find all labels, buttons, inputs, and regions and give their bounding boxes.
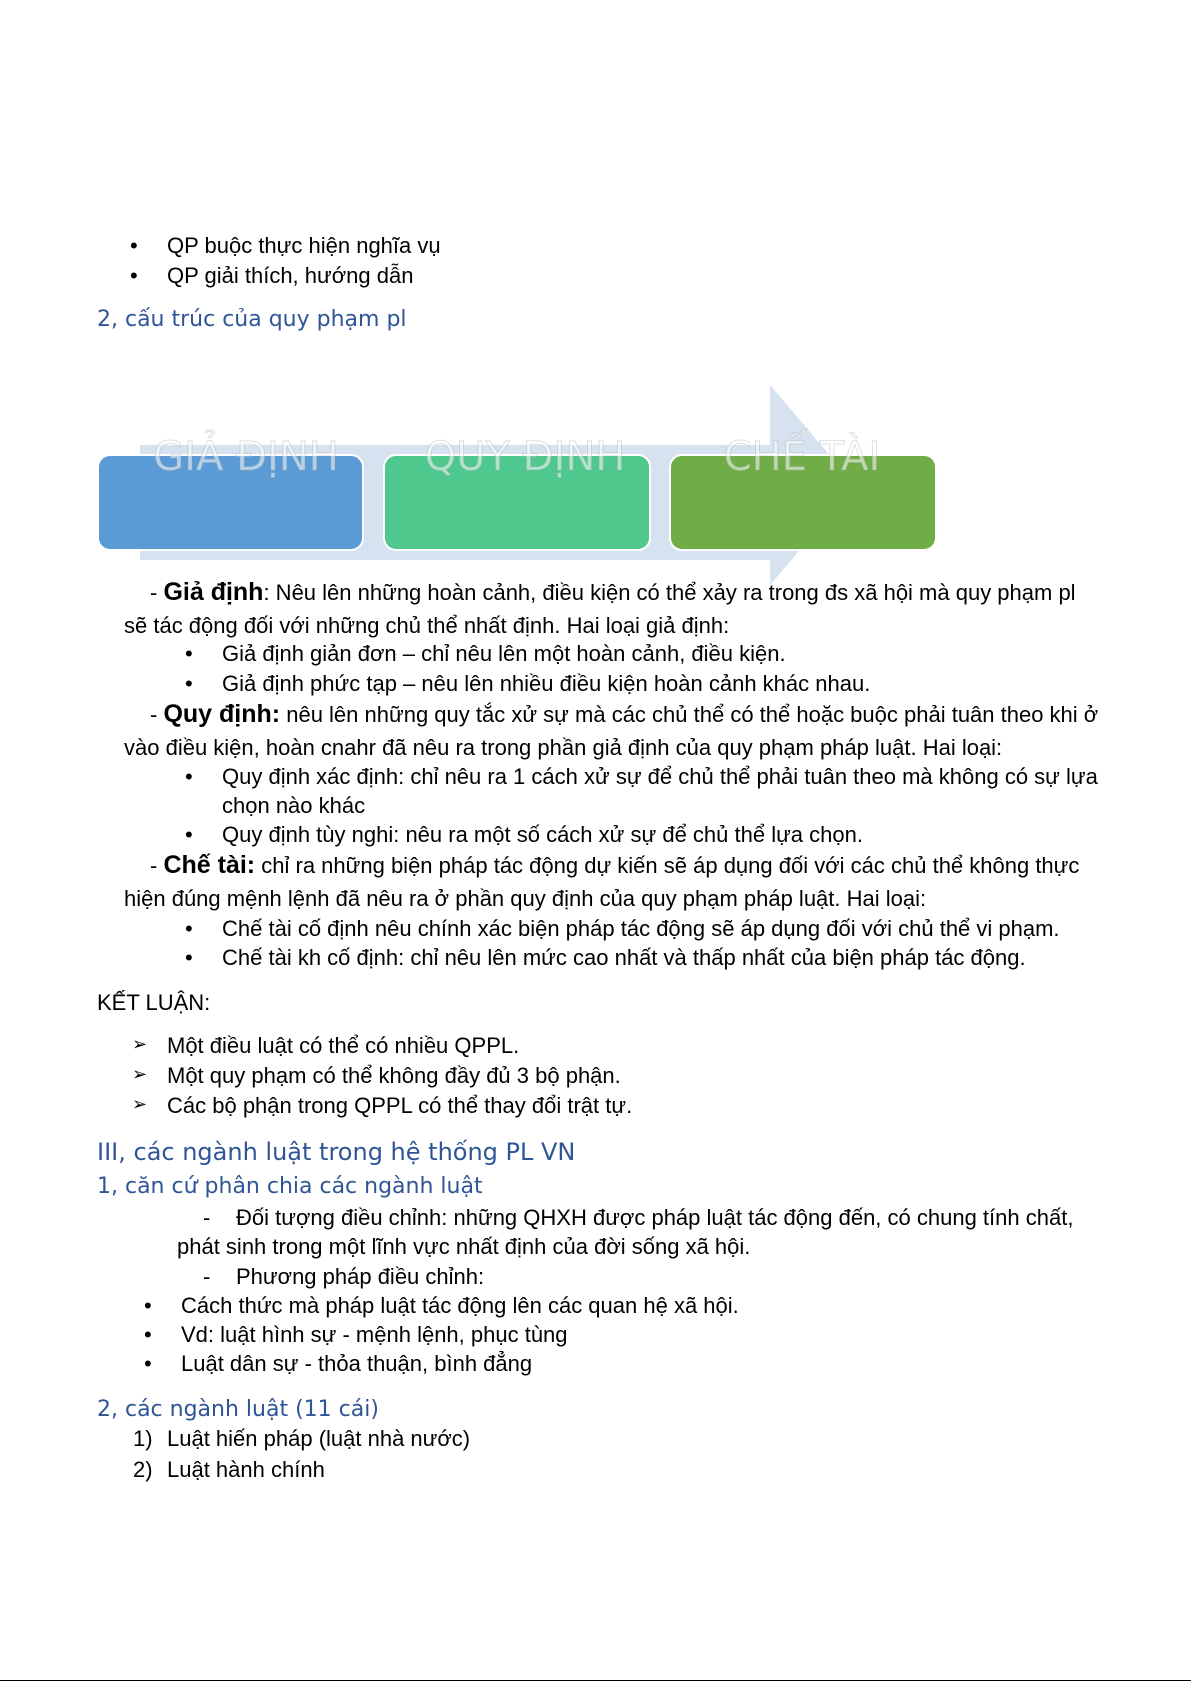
list-item: Chế tài kh cố định: chỉ nêu lên mức cao nhất và thấp nhất của biện pháp tác động.	[222, 945, 1026, 970]
structure-diagram	[0, 0, 1191, 600]
list-item: Cách thức mà pháp luật tác động lên các quan hệ xã hội.	[181, 1293, 739, 1318]
list-item: QP giải thích, hướng dẫn	[167, 263, 414, 288]
bullet-dot-icon: •	[185, 916, 193, 941]
bullet-dot-icon: •	[130, 233, 138, 258]
list-item: Vd: luật hình sự - mệnh lệnh, phục tùng	[181, 1322, 568, 1347]
list-number: 1)	[133, 1426, 153, 1451]
section-heading-iii: III, các ngành luật trong hệ thống PL VN	[97, 1138, 576, 1166]
subsection-heading-1: 1, căn cứ phân chia các ngành luật	[97, 1174, 483, 1199]
list-item: Phương pháp điều chỉnh:	[236, 1264, 485, 1289]
arrow-bullet-icon: ➢	[132, 1094, 148, 1114]
list-item: Giả định phức tạp – nêu lên nhiều điều kiện hoàn cảnh khác nhau.	[222, 671, 871, 696]
list-item: Các bộ phận trong QPPL có thể thay đổi trật tự.	[167, 1093, 633, 1118]
quy-dinh-text-cont: vào điều kiện, hoàn cnahr đã nêu ra trong phần giả định của quy phạm pháp luật. Hai loại:	[124, 735, 1003, 760]
list-item: Giả định giản đơn – chỉ nêu lên một hoàn cảnh, điều kiện.	[222, 641, 786, 666]
quy-dinh-paragraph	[150, 700, 1098, 729]
bullet-dot-icon: •	[144, 1293, 152, 1318]
list-item: Quy định tùy nghi: nêu ra một số cách xử sự để chủ thể lựa chọn.	[222, 822, 863, 847]
label-che-tai: CHẾ TÀI	[723, 434, 881, 480]
gia-dinh-paragraph	[150, 578, 1076, 607]
page-bottom-rule	[0, 1680, 1191, 1681]
list-item: Luật hành chính	[167, 1457, 325, 1482]
gia-dinh-text-cont: sẽ tác động đối với những chủ thể nhất định. Hai loại giả định:	[124, 613, 730, 638]
dash: -	[150, 702, 164, 727]
gia-dinh-text: : Nêu lên những hoàn cảnh, điều kiện có thể xảy ra trong đs xã hội mà quy phạm pl	[263, 580, 1076, 605]
bullet-dot-icon: •	[185, 671, 193, 696]
label-quy-dinh: QUY ĐỊNH	[424, 434, 626, 480]
term-che-tai: Chế tài:	[163, 851, 256, 879]
list-item: QP buộc thực hiện nghĩa vụ	[167, 233, 441, 258]
ket-luan-title: KẾT LUẬN:	[97, 990, 211, 1015]
section-heading: 2, cấu trúc của quy phạm pl	[97, 307, 407, 332]
list-item: Luật dân sự - thỏa thuận, bình đẳng	[181, 1351, 533, 1376]
list-item-cont: phát sinh trong một lĩnh vực nhất định của đời sống xã hội.	[177, 1234, 751, 1259]
arrow-bullet-icon: ➢	[132, 1034, 148, 1054]
dash-bullet-icon: -	[203, 1264, 211, 1289]
arrow-bullet-icon: ➢	[132, 1064, 148, 1084]
bullet-dot-icon: •	[185, 822, 193, 847]
bullet-dot-icon: •	[185, 945, 193, 970]
dash-bullet-icon: -	[203, 1205, 211, 1230]
subsection-heading-2: 2, các ngành luật (11 cái)	[97, 1397, 379, 1422]
list-item: Luật hiến pháp (luật nhà nước)	[167, 1426, 471, 1451]
che-tai-text: chỉ ra những biện pháp tác động dự kiến sẽ áp dụng đối với các chủ thể không thực	[255, 853, 1080, 878]
bullet-dot-icon: •	[185, 641, 193, 666]
quy-dinh-text: nêu lên những quy tắc xử sự mà các chủ thể có thể hoặc buộc phải tuân theo khi ở	[280, 702, 1099, 727]
che-tai-paragraph	[150, 851, 1079, 880]
bullet-dot-icon: •	[185, 764, 193, 789]
dash: -	[150, 580, 164, 605]
list-item-cont: chọn nào khác	[222, 793, 366, 818]
label-gia-dinh: GIẢ ĐỊNH	[153, 434, 339, 480]
bullet-dot-icon: •	[144, 1322, 152, 1347]
che-tai-text-cont: hiện đúng mệnh lệnh đã nêu ra ở phần quy định của quy phạm pháp luật. Hai loại:	[124, 886, 927, 911]
list-number: 2)	[133, 1457, 153, 1482]
list-item: Đối tượng điều chỉnh: những QHXH được pháp luật tác động đến, có chung tính chất,	[236, 1205, 1074, 1230]
list-item: Một quy phạm có thể không đầy đủ 3 bộ phận.	[167, 1063, 621, 1088]
term-gia-dinh: Giả định	[163, 578, 264, 606]
bullet-dot-icon: •	[130, 263, 138, 288]
bullet-dot-icon: •	[144, 1351, 152, 1376]
term-quy-dinh: Quy định:	[163, 700, 281, 728]
dash: -	[150, 853, 164, 878]
list-item: Một điều luật có thể có nhiều QPPL.	[167, 1033, 520, 1058]
list-item: Chế tài cố định nêu chính xác biện pháp tác động sẽ áp dụng đối với chủ thể vi phạm.	[222, 916, 1060, 941]
list-item: Quy định xác định: chỉ nêu ra 1 cách xử sự để chủ thể phải tuân theo mà không có sự lựa	[222, 764, 1098, 789]
